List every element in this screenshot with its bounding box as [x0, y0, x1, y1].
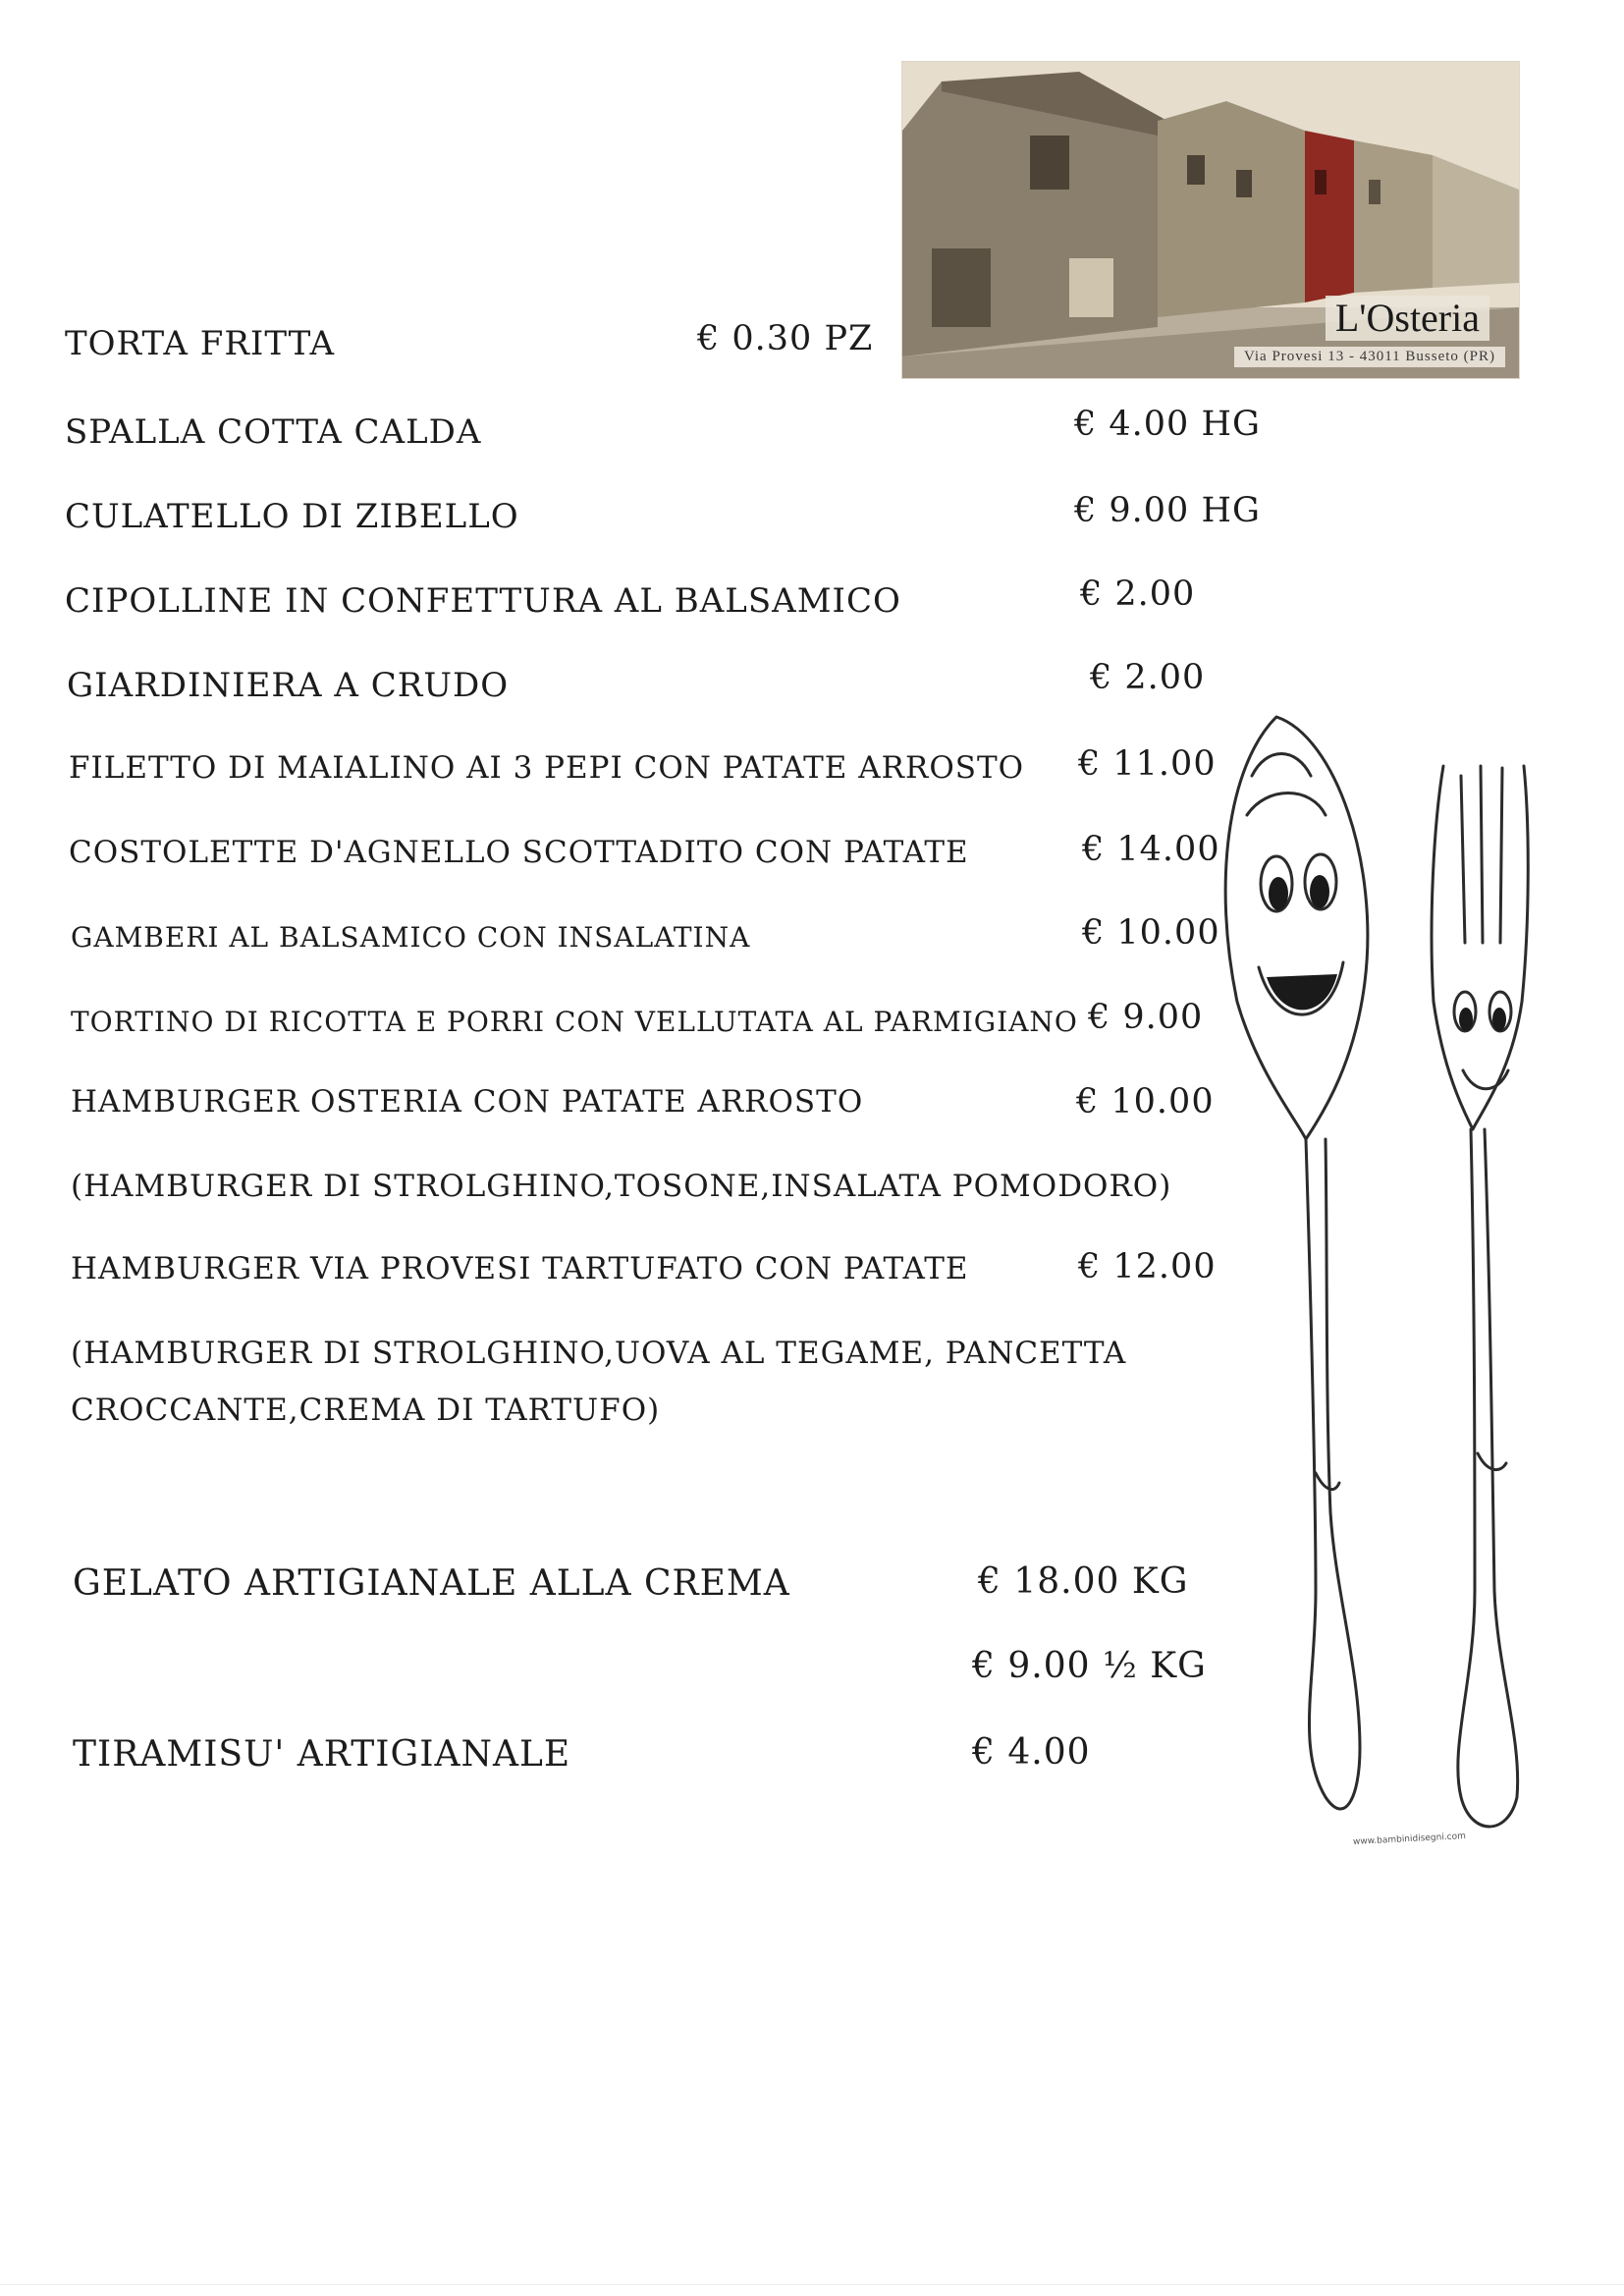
dessert-price: € 18.00 KG — [978, 1561, 1189, 1602]
menu-item-name: HAMBURGER VIA PROVESI TARTUFATO CON PATATE — [71, 1251, 969, 1286]
menu-item-description: CROCCANTE,CREMA DI TARTUFO) — [71, 1393, 661, 1428]
menu-item-name: FILETTO DI MAIALINO AI 3 PEPI CON PATATE ARROSTO — [69, 750, 1025, 786]
menu-item-price: € 10.00 — [1076, 1082, 1215, 1121]
menu-item-name: SPALLA COTTA CALDA — [65, 412, 482, 452]
menu-item-price: € 11.00 — [1078, 744, 1217, 784]
dessert-name: GELATO ARTIGIANALE ALLA CREMA — [73, 1563, 790, 1604]
menu-item-name: COSTOLETTE D'AGNELLO SCOTTADITO CON PATATE — [69, 835, 969, 870]
menu-item-price: € 14.00 — [1082, 830, 1220, 869]
menu-item-price: € 12.00 — [1078, 1247, 1217, 1286]
menu-item-price: € 2.00 — [1080, 574, 1196, 614]
brand-name: L'Osteria — [1326, 296, 1489, 341]
menu-item-price: € 10.00 — [1082, 913, 1220, 953]
menu-item-name: GIARDINIERA A CRUDO — [67, 666, 510, 705]
illustration-credit: www.bambinidisegni.com — [1352, 1831, 1467, 1848]
menu-item-price: € 2.00 — [1090, 658, 1206, 697]
menu-item-name: CIPOLLINE IN CONFETTURA AL BALSAMICO — [65, 581, 901, 621]
brand-address: Via Provesi 13 - 43011 Busseto (PR) — [1234, 347, 1505, 367]
dessert-price: € 9.00 ½ KG — [972, 1646, 1207, 1686]
menu-item-description: (HAMBURGER DI STROLGHINO,UOVA AL TEGAME, PANCETTA — [71, 1336, 1127, 1371]
menu-item-price: € 0.30 PZ — [697, 319, 874, 358]
menu-item-name: TORTINO DI RICOTTA E PORRI CON VELLUTATA AL PARMIGIANO — [71, 1006, 1078, 1038]
menu-item-name: CULATELLO DI ZIBELLO — [65, 497, 519, 536]
dessert-name: TIRAMISU' ARTIGIANALE — [73, 1734, 571, 1775]
menu-item-description: (HAMBURGER DI STROLGHINO,TOSONE,INSALATA POMODORO) — [71, 1169, 1172, 1204]
menu-item-price: € 9.00 HG — [1074, 491, 1261, 530]
menu-item-price: € 4.00 HG — [1074, 405, 1261, 444]
menu-item-name: GAMBERI AL BALSAMICO CON INSALATINA — [71, 921, 751, 954]
dessert-price: € 4.00 — [972, 1732, 1091, 1773]
osteria-logo-card — [901, 61, 1520, 379]
menu-item-name: TORTA FRITTA — [65, 324, 336, 363]
menu-item-name: HAMBURGER OSTERIA CON PATATE ARROSTO — [71, 1084, 864, 1120]
menu-item-price: € 9.00 — [1088, 998, 1204, 1037]
page-divider — [0, 2284, 1624, 2285]
smiling-spoon-and-fork-icon — [1218, 707, 1542, 1856]
